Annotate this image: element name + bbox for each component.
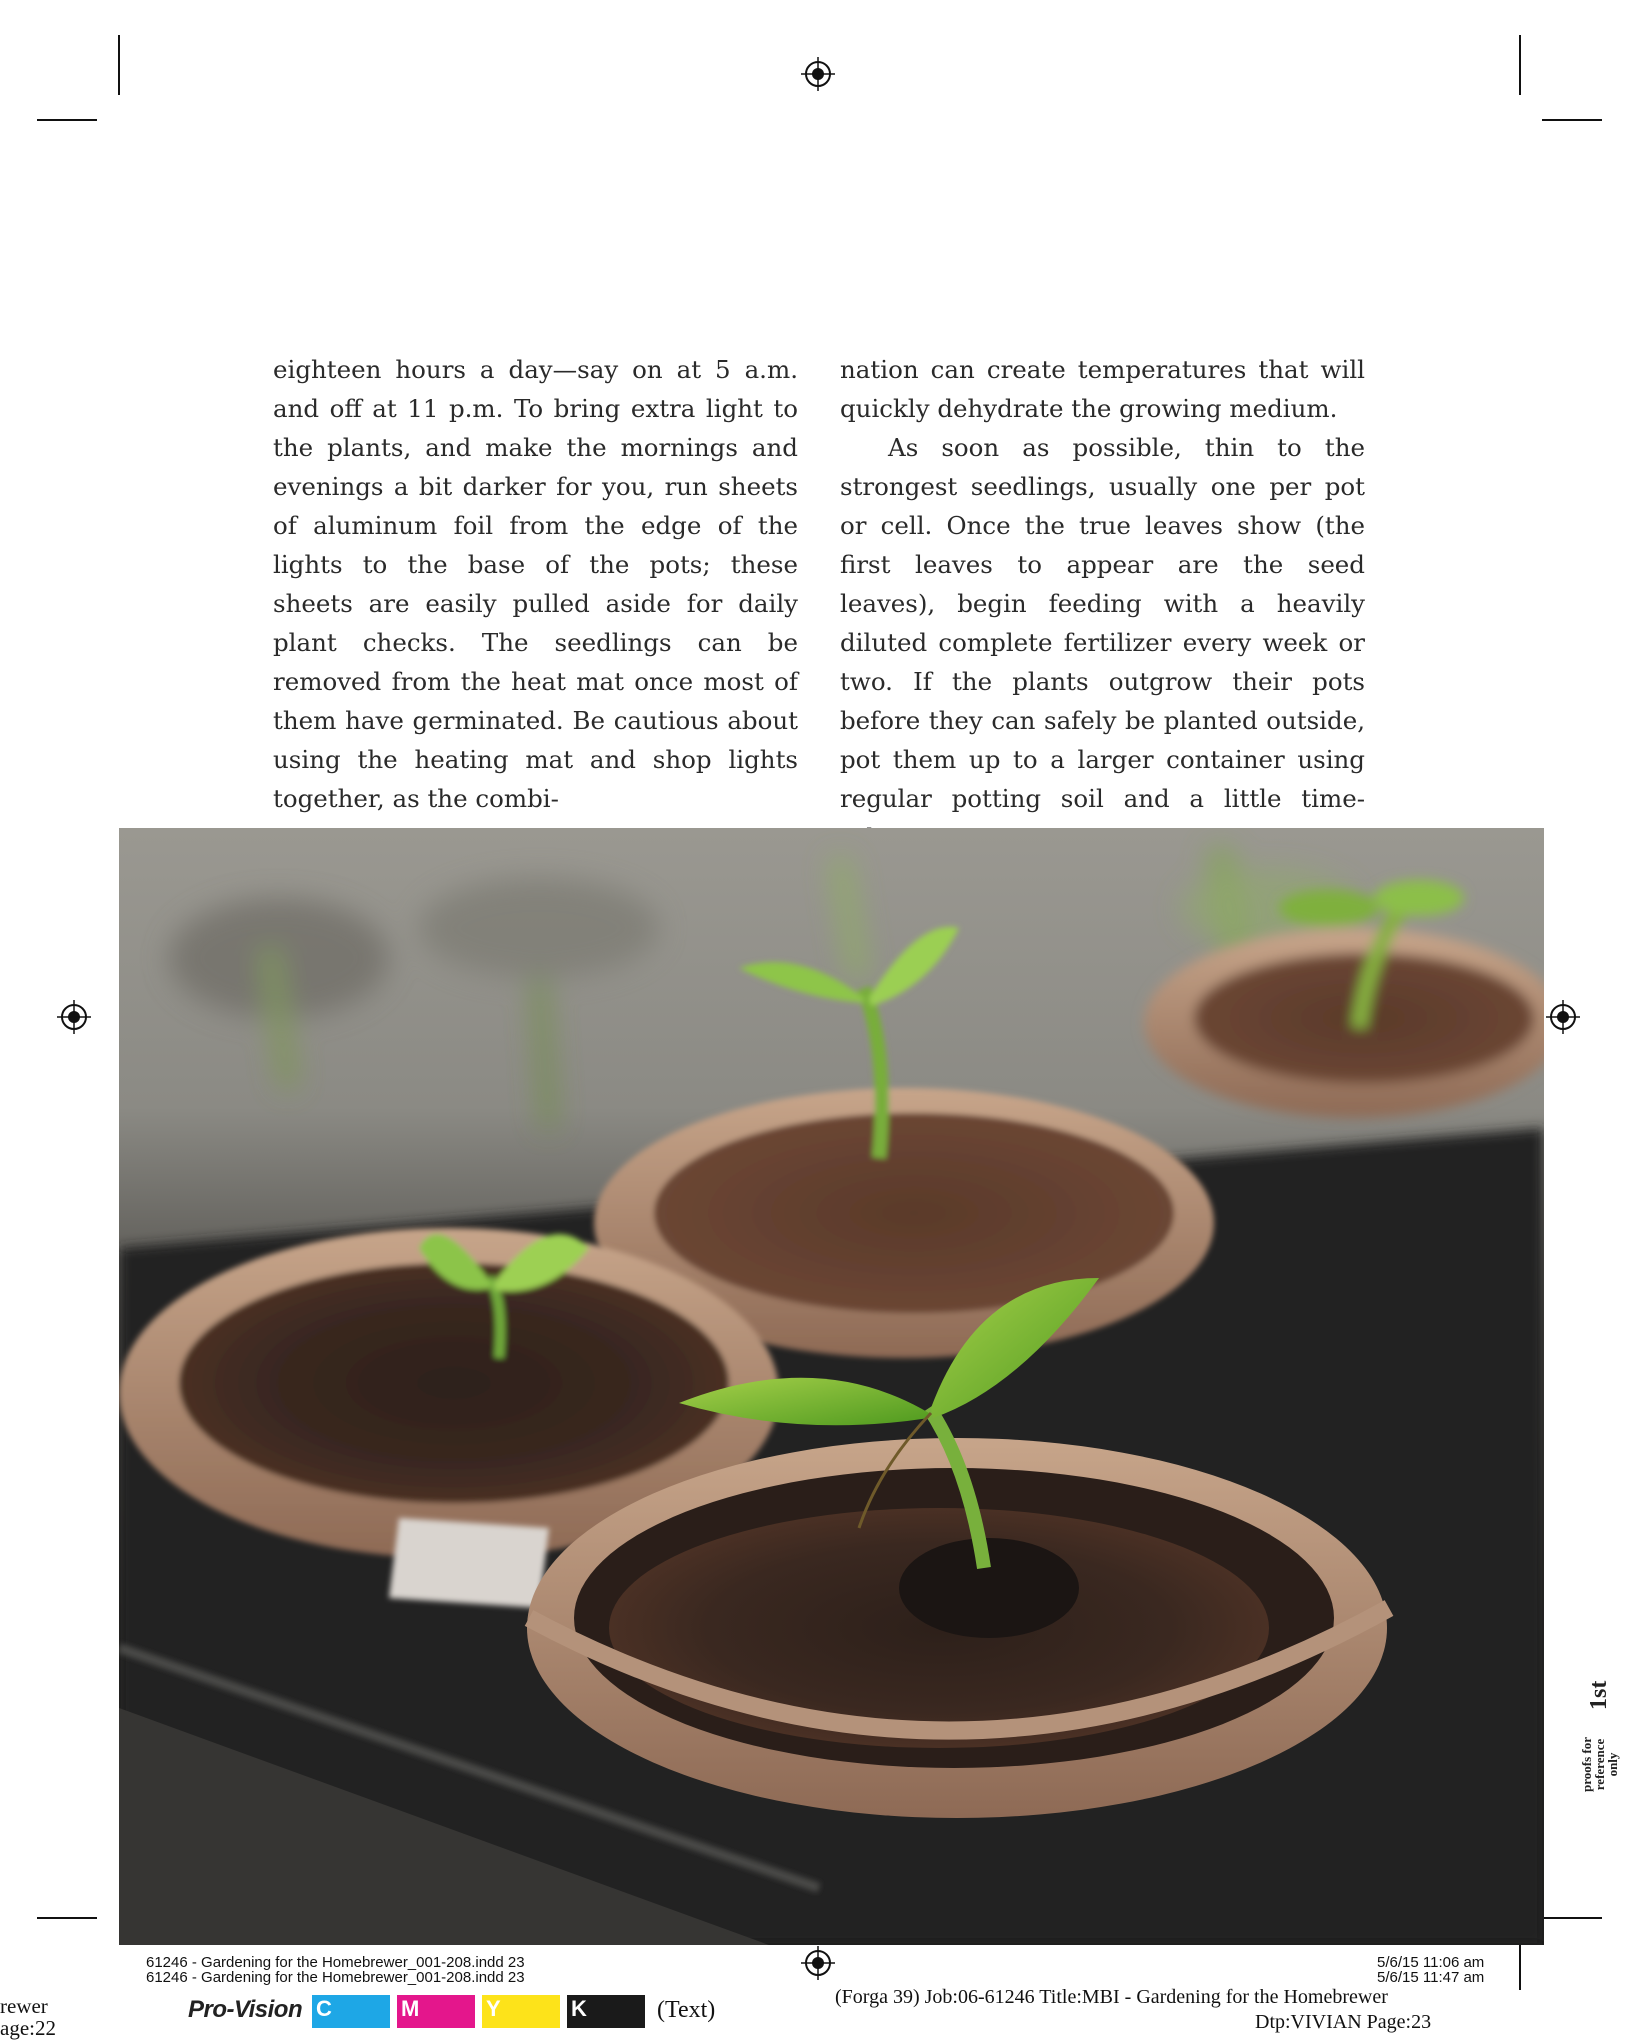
text-plate-label: (Text) xyxy=(657,1997,716,2023)
crop-mark-bottom-right-horizontal xyxy=(1542,1917,1602,1919)
crop-mark-top-right-horizontal xyxy=(1542,119,1602,121)
cmyk-swatch-yellow xyxy=(482,1995,560,2028)
registration-mark-icon xyxy=(801,57,835,91)
seedlings-photo xyxy=(119,828,1544,1945)
date-slug-line-1: 5/6/15 11:06 am xyxy=(1377,1954,1485,1971)
proof-stamp-line: reference xyxy=(1592,1738,1607,1791)
cmyk-label: C xyxy=(316,1996,332,2021)
registration-mark-icon xyxy=(801,1946,835,1980)
proof-stamp-line: proofs for xyxy=(1579,1736,1594,1792)
crop-mark-bottom-left-horizontal xyxy=(37,1917,97,1919)
left-edge-slug-1: rewer xyxy=(0,1994,48,2018)
cmyk-swatch-cyan xyxy=(312,1995,390,2028)
cmyk-swatch-black xyxy=(567,1995,645,2028)
dtp-slug-line: Dtp:VIVIAN Page:23 xyxy=(1255,2011,1432,2033)
seedlings-in-peat-pots-icon xyxy=(119,828,1544,1945)
body-paragraph: As soon as possible, thin to the strongest seedlings, usually one per pot or cell. Once the true leaves show (the first leaves to appear are the seed leaves), begin feeding with a heavily diluted complete fertilizer every week or two. If the plants outgrow their pots before they can safely be planted outside, pot them up to a larger container using regular potting soil and a little time- xyxy=(840,433,1365,813)
body-paragraph: nation can create temperatures that will quickly dehydrate the growing medium. xyxy=(840,355,1365,423)
registration-mark-icon xyxy=(1546,1000,1580,1034)
cmyk-swatch-magenta xyxy=(397,1995,475,2028)
crop-mark-top-left-horizontal xyxy=(37,119,97,121)
registration-mark-icon xyxy=(57,1000,91,1034)
body-text-right-column xyxy=(840,350,1365,857)
date-slug-line-2: 5/6/15 11:47 am xyxy=(1377,1969,1485,1986)
crop-mark-top-left-vertical xyxy=(118,35,120,95)
cmyk-label: K xyxy=(571,1996,587,2021)
proof-stamp-main xyxy=(1586,1670,1612,1710)
proof-stamp-notes xyxy=(1580,1712,1630,1792)
body-paragraph: eighteen hours a day—say on at 5 a.m. and off at 11 p.m. To bring extra light to the plants, and make the mornings and evenings a bit darker for you, run sheets of aluminum foil from the edge of the lights to the base of the pots; these sheets are easily pulled aside for daily plant checks. The seedlings can be removed from the heat mat once most of them have germinated. Be cautious about using the heating mat and shop lights together, as the combi- xyxy=(273,355,798,813)
crop-mark-bottom-right-vertical xyxy=(1519,1945,1521,1990)
crop-mark-top-right-vertical xyxy=(1519,35,1521,95)
left-edge-slug-2: age:22 xyxy=(0,2016,56,2040)
proof-stamp-1st: 1st xyxy=(1586,1680,1612,1710)
file-slug-line-1: 61246 - Gardening for the Homebrewer_001-208.indd 23 xyxy=(146,1954,525,1971)
proof-stamp-line: only xyxy=(1605,1752,1620,1777)
job-slug-line: (Forga 39) Job:06-61246 Title:MBI - Gardening for the Homebrewer xyxy=(835,1986,1388,2008)
file-slug-line-2: 61246 - Gardening for the Homebrewer_001-208.indd 23 xyxy=(146,1969,525,1986)
cmyk-label: Y xyxy=(486,1996,501,2021)
cmyk-label: M xyxy=(401,1996,420,2021)
provision-logo: Pro-Vision xyxy=(188,1996,303,2023)
body-text-left-column xyxy=(273,350,798,818)
